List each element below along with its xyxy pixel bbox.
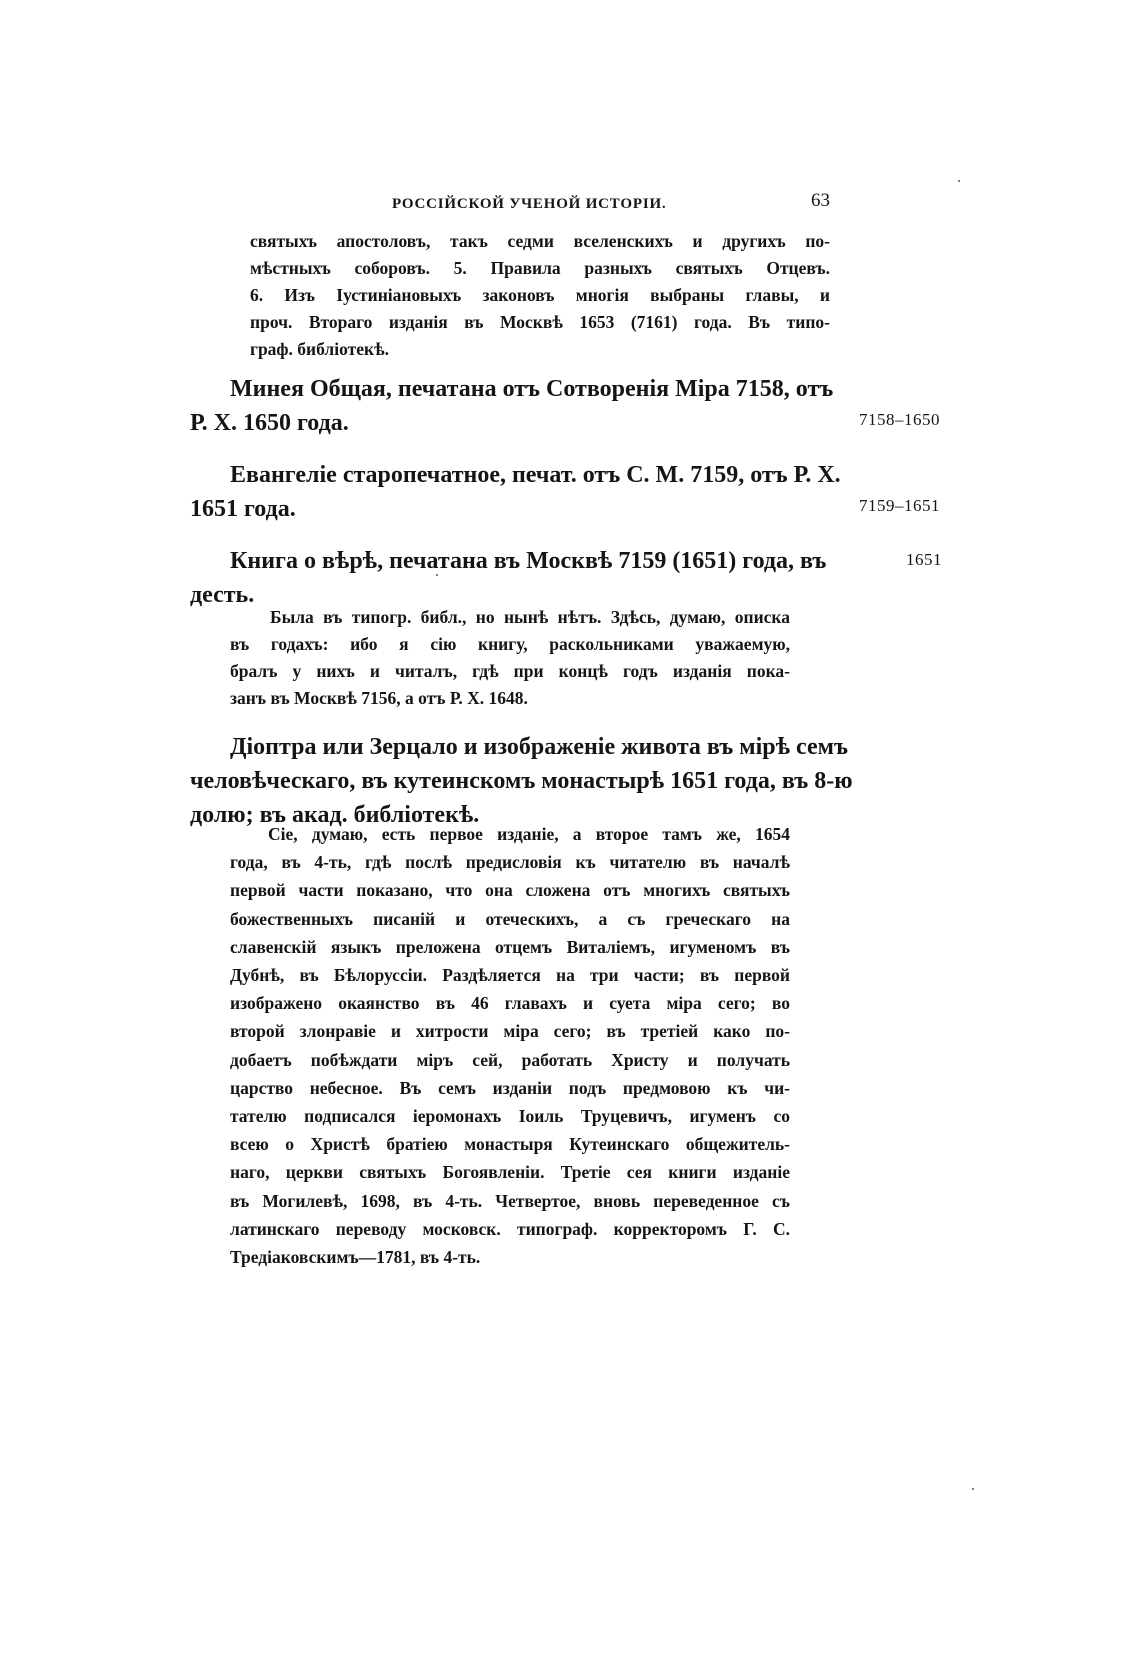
text-line: божественныхъ писаній и отеческихъ, а съ греческаго на bbox=[230, 908, 790, 929]
title-line: Минея Общая, печатана отъ Сотворенія Міра 7158, отъ bbox=[230, 376, 834, 402]
text-line: 6. Изъ Іустиніановыхъ законовъ многія выбраны главы, и bbox=[250, 285, 830, 305]
margin-note-evangelie: 7159–1651 bbox=[859, 496, 940, 515]
title-line: Діоптра или Зерцало и изображеніе живота въ мірѣ семъ bbox=[230, 734, 848, 760]
text-line: латинскаго переводу московск. типограф. корректоромъ Г. С. bbox=[230, 1218, 790, 1239]
text-line: Сіе, думаю, есть первое изданіе, а второе тамъ же, 1654 bbox=[268, 824, 790, 844]
entry-kniga-note bbox=[230, 604, 790, 712]
text-line: славенскій языкъ преложена отцемъ Виталіемъ, игуменомъ въ bbox=[230, 936, 790, 957]
text-line: второй злонравіе и хитрости міра сего; въ третіей како по- bbox=[230, 1021, 790, 1042]
title-line: 1651 года. bbox=[190, 496, 296, 522]
running-title: РОССІЙСКОЙ УЧЕНОЙ ИСТОРІИ. bbox=[392, 196, 667, 212]
text-line: бралъ у нихъ и читалъ, гдѣ при концѣ годъ изданія пока- bbox=[230, 661, 790, 681]
text-line: наго, церкви святыхъ Богоявленіи. Третіе сея книги изданіе bbox=[230, 1162, 790, 1183]
scan-speck bbox=[958, 180, 960, 182]
text-line: всею о Христѣ братіею монастыря Кутеинскаго общежитель- bbox=[230, 1134, 790, 1155]
title-line: Р. Х. 1650 года. bbox=[190, 410, 349, 436]
text-line: изображено окаянство въ 46 главахъ и суета міра сего; во bbox=[230, 993, 790, 1014]
entry-minea-title bbox=[190, 372, 834, 440]
text-line: въ Могилевѣ, 1698, въ 4-ть. Четвертое, вновь переведенное съ bbox=[230, 1190, 790, 1211]
page-header bbox=[250, 190, 830, 222]
text-line: святыхъ апостоловъ, такъ седми вселенскихъ и другихъ по- bbox=[250, 231, 830, 251]
text-line: года, въ 4-ть, гдѣ послѣ предисловія къ читателю въ началѣ bbox=[230, 852, 790, 873]
text-line: занъ въ Москвѣ 7156, а отъ Р. Х. 1648. bbox=[230, 688, 528, 708]
title-line: Книга о вѣрѣ, печатана въ Москвѣ 7159 (1651) года, въ bbox=[230, 548, 827, 574]
text-line: первой части показано, что она сложена отъ многихъ святыхъ bbox=[230, 880, 790, 901]
text-line: Тредіаковскимъ—1781, въ 4-ть. bbox=[230, 1247, 481, 1268]
margin-note-kniga: 1651 bbox=[906, 550, 942, 569]
entry-dioptra-title bbox=[190, 730, 853, 832]
entry-evangelie-title bbox=[190, 458, 841, 526]
continuation-paragraph bbox=[250, 228, 830, 363]
title-line: Евангеліе старопечатное, печат. отъ С. М. 7159, отъ Р. Х. bbox=[230, 462, 841, 488]
text-line: тателю подписался іеромонахъ Іоиль Труцевичъ, игуменъ со bbox=[230, 1106, 790, 1127]
text-line: проч. Втораго изданія въ Москвѣ 1653 (7161) года. Въ типо- bbox=[250, 312, 830, 332]
text-line: добаетъ побѣждати міръ сей, работать Христу и получать bbox=[230, 1049, 790, 1070]
scan-speck bbox=[436, 574, 438, 576]
title-line: долю; въ акад. библіотекѣ. bbox=[190, 802, 480, 828]
title-line: десть. bbox=[190, 582, 255, 608]
scan-speck bbox=[972, 1488, 974, 1490]
entry-kniga-title bbox=[190, 544, 827, 612]
text-line: граф. библіотекѣ. bbox=[250, 339, 389, 359]
entry-dioptra-note bbox=[230, 820, 790, 1271]
margin-note-minea: 7158–1650 bbox=[859, 410, 940, 429]
text-line: Дубнѣ, въ Бѣлоруссіи. Раздѣляется на три части; въ первой bbox=[230, 965, 790, 986]
text-line: въ годахъ: ибо я сію книгу, раскольниками уважаемую, bbox=[230, 634, 790, 654]
text-line: Была въ типогр. библ., но нынѣ нѣтъ. Здѣсь, думаю, описка bbox=[270, 607, 790, 627]
title-line: человѣческаго, въ кутеинскомъ монастырѣ 1651 года, въ 8-ю bbox=[190, 768, 853, 794]
page-number: 63 bbox=[811, 190, 830, 211]
text-line: царство небесное. Въ семъ изданіи подъ предмовою къ чи- bbox=[230, 1077, 790, 1098]
text-line: мѣстныхъ соборовъ. 5. Правила разныхъ святыхъ Отцевъ. bbox=[250, 258, 830, 278]
